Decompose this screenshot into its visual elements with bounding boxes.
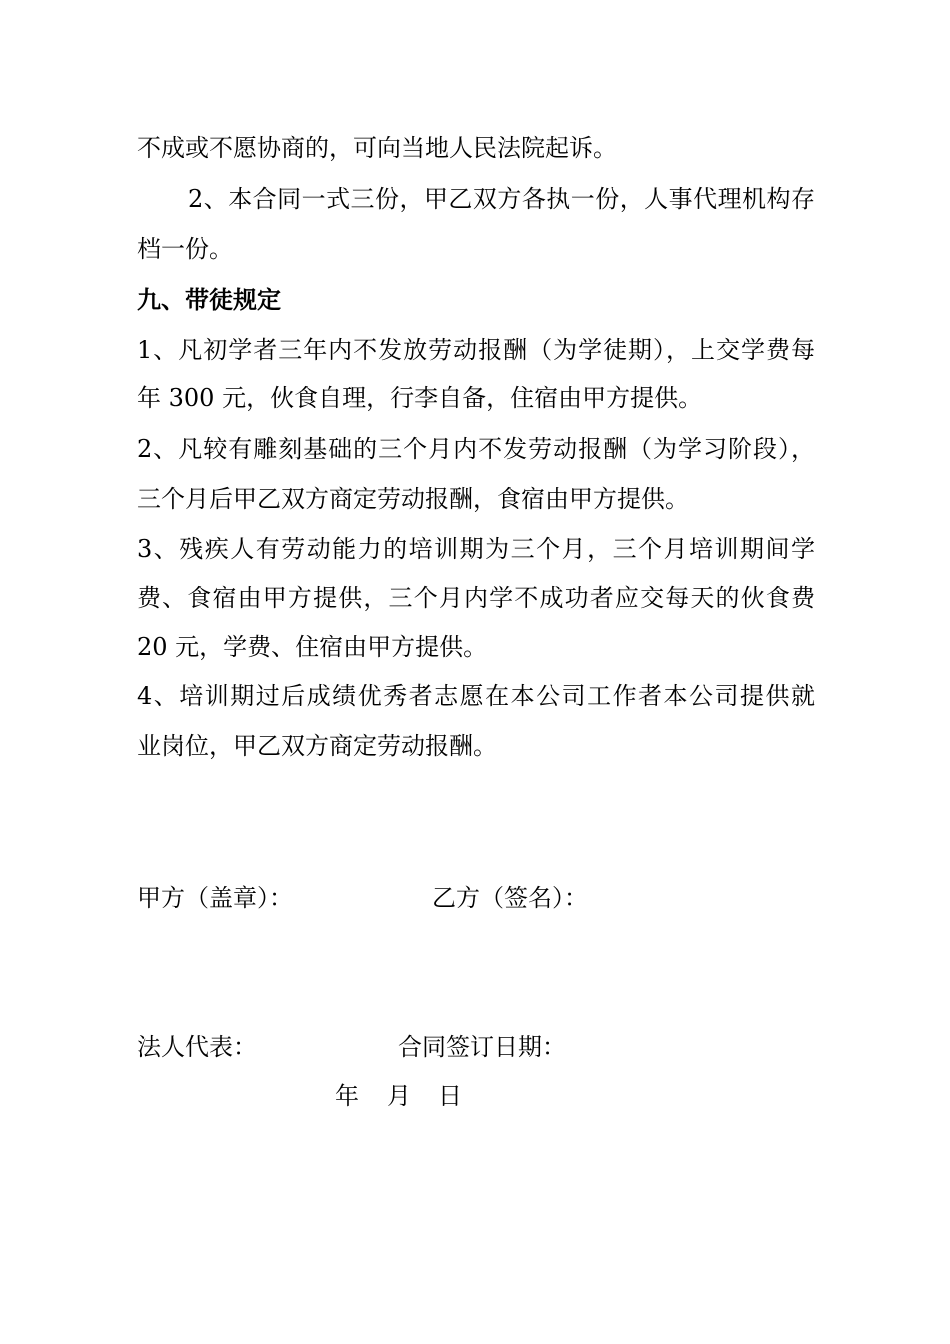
paragraph-line: 档一份。 bbox=[137, 235, 233, 263]
paragraph-line: 1、凡初学者三年内不发放劳动报酬（为学徒期），上交学费每 bbox=[137, 336, 815, 364]
legal-representative-label: 法人代表： bbox=[137, 1033, 257, 1061]
paragraph-line: 年 300 元，伙食自理，行李自备，住宿由甲方提供。 bbox=[137, 384, 703, 412]
paragraph-line: 不成或不愿协商的，可向当地人民法院起诉。 bbox=[137, 134, 617, 162]
paragraph-line: 2、凡较有雕刻基础的三个月内不发劳动报酬（为学习阶段）， bbox=[137, 435, 815, 463]
paragraph-line: 三个月后甲乙双方商定劳动报酬，食宿由甲方提供。 bbox=[137, 485, 689, 513]
paragraph-line: 4、培训期过后成绩优秀者志愿在本公司工作者本公司提供就 bbox=[137, 682, 815, 710]
paragraph-line: 20 元，学费、住宿由甲方提供。 bbox=[137, 633, 488, 661]
paragraph-line: 3、残疾人有劳动能力的培训期为三个月，三个月培训期间学 bbox=[137, 535, 815, 563]
paragraph-line: 业岗位，甲乙双方商定劳动报酬。 bbox=[137, 732, 497, 760]
contract-sign-date-label: 合同签订日期： bbox=[398, 1033, 566, 1061]
paragraph-line: 2、本合同一式三份，甲乙双方各执一份，人事代理机构存 bbox=[188, 185, 815, 213]
date-year-label: 年 bbox=[335, 1082, 359, 1110]
paragraph-line: 费、食宿由甲方提供，三个月内学不成功者应交每天的伙食费 bbox=[137, 584, 815, 612]
party-a-seal-label: 甲方（盖章）： bbox=[137, 884, 293, 912]
date-month-label: 月 bbox=[387, 1082, 411, 1110]
date-day-label: 日 bbox=[438, 1082, 462, 1110]
section-heading: 九、带徒规定 bbox=[137, 285, 281, 314]
party-b-signature-label: 乙方（签名）： bbox=[432, 884, 588, 912]
